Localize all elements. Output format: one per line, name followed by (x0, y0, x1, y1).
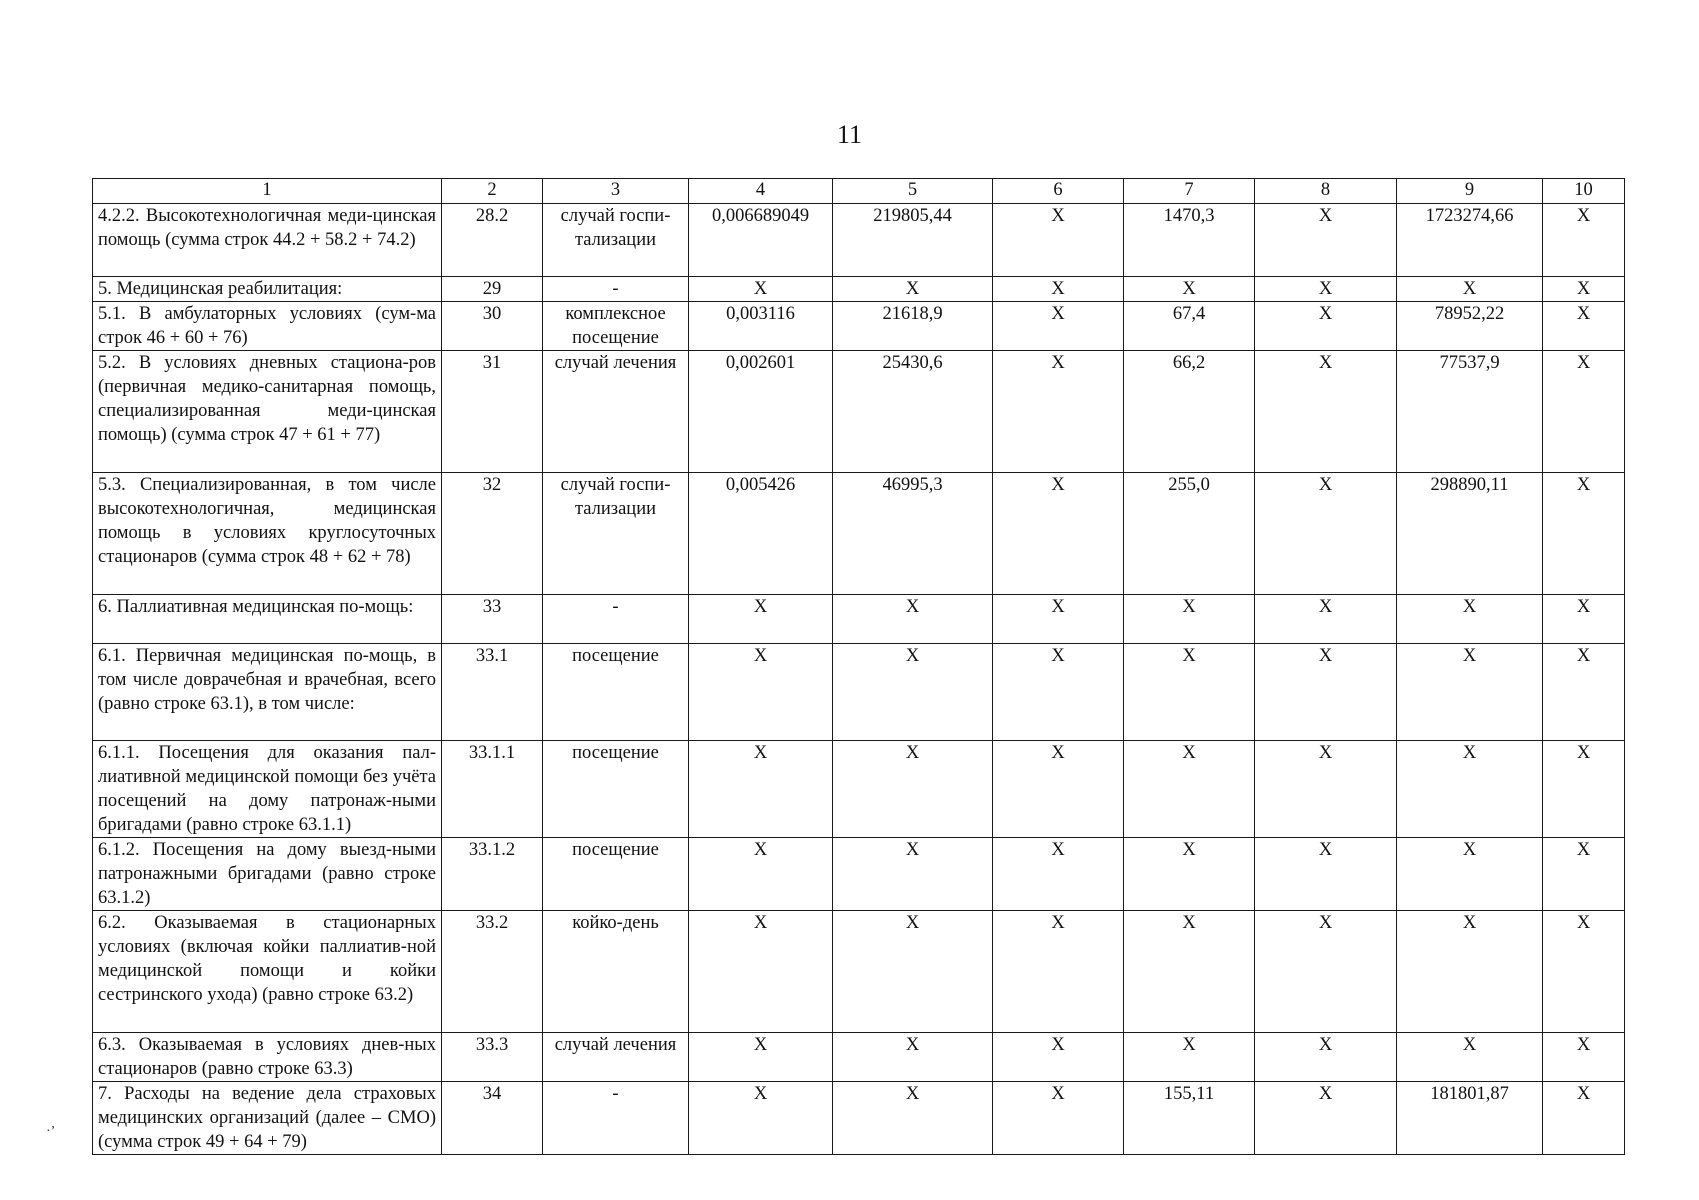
value-cell: X (833, 1082, 993, 1155)
line-number: 30 (442, 302, 543, 351)
value-cell: X (1124, 911, 1255, 1033)
value-cell: X (689, 838, 833, 911)
value-cell: X (1543, 351, 1625, 473)
value-cell: X (993, 1033, 1124, 1082)
value-cell: X (689, 1033, 833, 1082)
value-cell: X (1255, 838, 1397, 911)
column-header: 9 (1397, 179, 1543, 204)
line-number: 32 (442, 473, 543, 595)
value-cell: X (1397, 644, 1543, 741)
line-number: 33.1.2 (442, 838, 543, 911)
value-cell: X (993, 644, 1124, 741)
row-description: 6.1.1. Посещения для оказания пал-лиативной медицинской помощи без учёта посещений на дому патронаж-ными бригадами (равно строке 63.1.1) (93, 741, 442, 838)
value-cell: X (993, 838, 1124, 911)
table-row (93, 1033, 1625, 1082)
unit-cell: посещение (543, 741, 689, 838)
table-row (93, 911, 1625, 1033)
value-cell: X (1124, 277, 1255, 302)
value-cell: X (1124, 595, 1255, 644)
line-number: 34 (442, 1082, 543, 1155)
row-description: 5.1. В амбулаторных условиях (сум-ма строк 46 + 60 + 76) (93, 302, 442, 351)
value-cell: X (1255, 302, 1397, 351)
value-cell: X (1124, 741, 1255, 838)
row-description: 6.1.2. Посещения на дому выезд-ными патронажными бригадами (равно строке 63.1.2) (93, 838, 442, 911)
value-cell: 255,0 (1124, 473, 1255, 595)
unit-cell: посещение (543, 644, 689, 741)
value-cell: 77537,9 (1397, 351, 1543, 473)
column-header: 5 (833, 179, 993, 204)
value-cell: 155,11 (1124, 1082, 1255, 1155)
row-description: 7. Расходы на ведение дела страховых медицинских организаций (далее – СМО) (сумма строк 49 + 64 + 79) (93, 1082, 442, 1155)
line-number: 31 (442, 351, 543, 473)
value-cell: X (689, 741, 833, 838)
row-description: 5.2. В условиях дневных стациона-ров (первичная медико-санитарная помощь, специализированная меди-цинская помощь) (сумма строк 47 + 61 + 77) (93, 351, 442, 473)
value-cell: 0,002601 (689, 351, 833, 473)
column-header: 10 (1543, 179, 1625, 204)
table-row (93, 595, 1625, 644)
value-cell: X (1543, 741, 1625, 838)
value-cell: X (689, 595, 833, 644)
unit-cell: случай госпи-тализации (543, 473, 689, 595)
line-number: 28.2 (442, 204, 543, 277)
scan-speck: ·’ (46, 1124, 56, 1139)
unit-cell: случай лечения (543, 351, 689, 473)
value-cell: X (1397, 838, 1543, 911)
table-row (93, 473, 1625, 595)
column-header: 6 (993, 179, 1124, 204)
value-cell: X (689, 911, 833, 1033)
value-cell: 0,003116 (689, 302, 833, 351)
table-row (93, 838, 1625, 911)
row-description: 6.3. Оказываемая в условиях днев-ных стационаров (равно строке 63.3) (93, 1033, 442, 1082)
value-cell: X (993, 741, 1124, 838)
value-cell: X (1397, 595, 1543, 644)
row-description: 5. Медицинская реабилитация: (93, 277, 442, 302)
line-number: 33.1 (442, 644, 543, 741)
value-cell: X (689, 277, 833, 302)
value-cell: X (1543, 204, 1625, 277)
value-cell: X (1124, 644, 1255, 741)
value-cell: X (993, 351, 1124, 473)
value-cell: X (993, 911, 1124, 1033)
value-cell: 181801,87 (1397, 1082, 1543, 1155)
value-cell: X (993, 277, 1124, 302)
unit-cell: койко-день (543, 911, 689, 1033)
row-description: 5.3. Специализированная, в том числе высокотехнологичная, медицинская помощь в условиях круглосуточных стационаров (сумма строк 48 + 62 + 78) (93, 473, 442, 595)
value-cell: X (1543, 277, 1625, 302)
value-cell: X (993, 302, 1124, 351)
column-header: 1 (93, 179, 442, 204)
column-header: 8 (1255, 179, 1397, 204)
column-header: 2 (442, 179, 543, 204)
value-cell: X (1255, 204, 1397, 277)
value-cell: X (833, 741, 993, 838)
line-number: 33 (442, 595, 543, 644)
value-cell: X (1255, 595, 1397, 644)
table-row (93, 741, 1625, 838)
value-cell: X (1543, 1082, 1625, 1155)
value-cell: X (993, 473, 1124, 595)
page-number: 11 (836, 120, 863, 149)
row-description: 6.2. Оказываемая в стационарных условиях (включая койки паллиатив-ной медицинской помощи и койки сестринского ухода) (равно строке 63.2) (93, 911, 442, 1033)
value-cell: X (833, 1033, 993, 1082)
tariff-table (92, 178, 1625, 1155)
value-cell: X (833, 277, 993, 302)
unit-cell: - (543, 595, 689, 644)
value-cell: X (1124, 838, 1255, 911)
value-cell: X (833, 644, 993, 741)
value-cell: X (1397, 911, 1543, 1033)
value-cell: X (1543, 595, 1625, 644)
unit-cell: посещение (543, 838, 689, 911)
table-row (93, 277, 1625, 302)
value-cell: X (833, 911, 993, 1033)
value-cell: X (1543, 838, 1625, 911)
value-cell: X (1255, 1082, 1397, 1155)
column-header: 7 (1124, 179, 1255, 204)
line-number: 33.3 (442, 1033, 543, 1082)
value-cell: 66,2 (1124, 351, 1255, 473)
value-cell: X (1397, 277, 1543, 302)
row-description: 4.2.2. Высокотехнологичная меди-цинская помощь (сумма строк 44.2 + 58.2 + 74.2) (93, 204, 442, 277)
value-cell: 298890,11 (1397, 473, 1543, 595)
value-cell: 21618,9 (833, 302, 993, 351)
value-cell: 46995,3 (833, 473, 993, 595)
value-cell: 78952,22 (1397, 302, 1543, 351)
value-cell: X (1397, 741, 1543, 838)
column-header: 3 (543, 179, 689, 204)
value-cell: X (1255, 277, 1397, 302)
line-number: 33.1.1 (442, 741, 543, 838)
column-number-row (93, 179, 1625, 204)
value-cell: X (993, 595, 1124, 644)
value-cell: X (689, 1082, 833, 1155)
value-cell: X (1543, 302, 1625, 351)
unit-cell: - (543, 277, 689, 302)
value-cell: X (1543, 911, 1625, 1033)
table-row (93, 1082, 1625, 1155)
value-cell: X (1255, 644, 1397, 741)
value-cell: X (1255, 473, 1397, 595)
value-cell: X (1255, 351, 1397, 473)
unit-cell: случай госпи-тализации (543, 204, 689, 277)
line-number: 29 (442, 277, 543, 302)
value-cell: X (1543, 473, 1625, 595)
value-cell: 1723274,66 (1397, 204, 1543, 277)
unit-cell: комплексное посещение (543, 302, 689, 351)
value-cell: X (1124, 1033, 1255, 1082)
row-description: 6. Паллиативная медицинская по-мощь: (93, 595, 442, 644)
value-cell: X (993, 204, 1124, 277)
value-cell: X (1543, 644, 1625, 741)
column-header: 4 (689, 179, 833, 204)
value-cell: X (833, 838, 993, 911)
value-cell: X (993, 1082, 1124, 1155)
line-number: 33.2 (442, 911, 543, 1033)
value-cell: X (1397, 1033, 1543, 1082)
value-cell: X (1255, 911, 1397, 1033)
value-cell: 0,006689049 (689, 204, 833, 277)
value-cell: X (1255, 1033, 1397, 1082)
table-row (93, 302, 1625, 351)
row-description: 6.1. Первичная медицинская по-мощь, в том числе доврачебная и врачебная, всего (равно строке 63.1), в том числе: (93, 644, 442, 741)
value-cell: 25430,6 (833, 351, 993, 473)
value-cell: 219805,44 (833, 204, 993, 277)
value-cell: X (689, 644, 833, 741)
unit-cell: - (543, 1082, 689, 1155)
table-row (93, 204, 1625, 277)
value-cell: X (833, 595, 993, 644)
value-cell: X (1255, 741, 1397, 838)
value-cell: 1470,3 (1124, 204, 1255, 277)
value-cell: 67,4 (1124, 302, 1255, 351)
value-cell: 0,005426 (689, 473, 833, 595)
table-row (93, 351, 1625, 473)
unit-cell: случай лечения (543, 1033, 689, 1082)
value-cell: X (1543, 1033, 1625, 1082)
table-row (93, 644, 1625, 741)
